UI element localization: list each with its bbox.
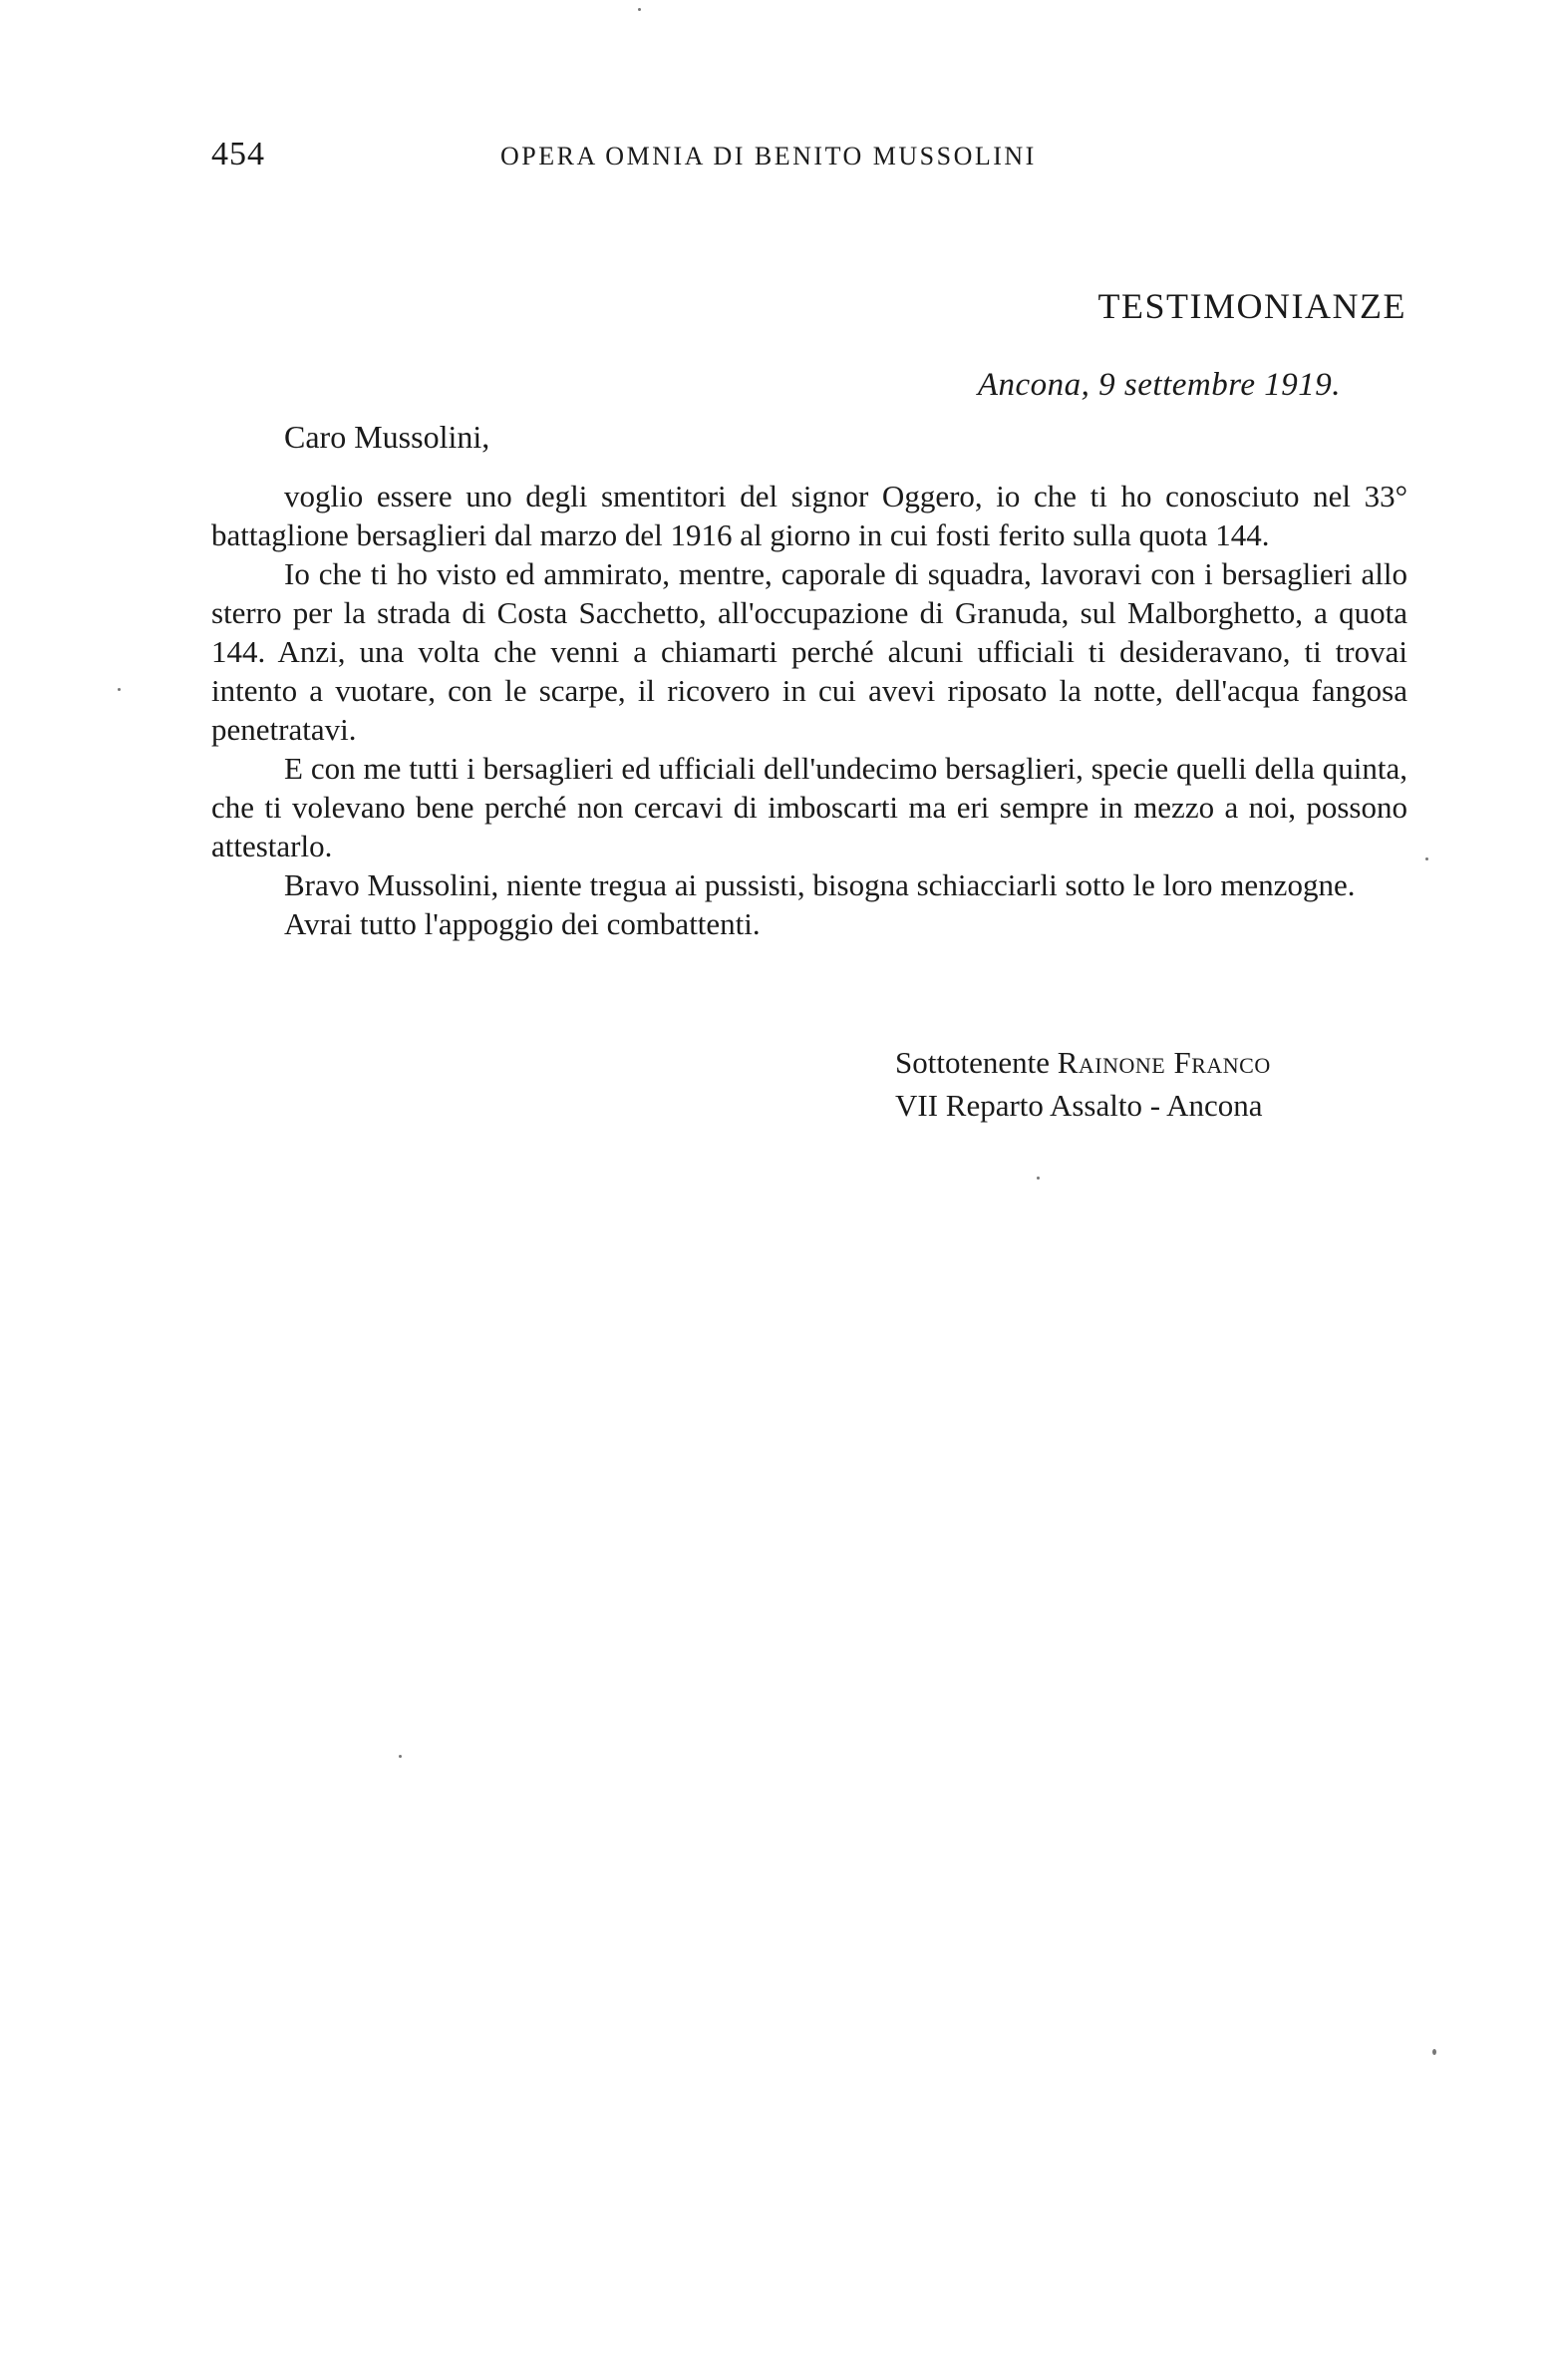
letter-salutation: Caro Mussolini, <box>284 419 490 455</box>
letter-body <box>211 477 1407 943</box>
signature-unit: VII Reparto Assalto - Ancona <box>895 1088 1263 1123</box>
signature-line <box>895 1041 1271 1084</box>
book-title: OPERA OMNIA DI BENITO MUSSOLINI <box>500 142 1037 170</box>
scan-speck <box>118 688 121 691</box>
letter-paragraph: E con me tutti i bersaglieri ed ufficiali dell'undecimo bersaglieri, specie quelli della quinta, che ti volevano bene perché non cercavi di imboscarti ma eri sempre in mezzo a noi, possono attestarlo. <box>211 751 1407 863</box>
letter-dateline: Ancona, 9 settembre 1919. <box>977 367 1341 403</box>
section-title: TESTIMONIANZE <box>1097 286 1406 326</box>
scan-speck <box>399 1755 402 1758</box>
letter-paragraph: Io che ti ho visto ed ammirato, mentre, caporale di squadra, lavoravi con i bersaglieri allo sterro per la strada di Costa Sacchetto, all'occupazione di Granuda, sul Malborghetto, a quota 144. Anzi, una volta che venni a chiamarti perché alcuni ufficiali ti desideravano, ti trovai intento a vuotare, con le scarpe, il ricovero in cui avevi riposato la notte, dell'acqua fangosa penetratavi. <box>211 556 1407 747</box>
letter-paragraph: Bravo Mussolini, niente tregua ai pussisti, bisogna schiacciarli sotto le loro menzogne. <box>284 867 1356 902</box>
page-number: 454 <box>211 136 265 172</box>
scan-speck <box>1037 1177 1040 1180</box>
letter-signature <box>895 1041 1271 1127</box>
scan-speck <box>1425 857 1428 860</box>
signature-rank: Sottotenente <box>895 1045 1050 1080</box>
scan-speck <box>1432 2049 1436 2055</box>
letter-paragraph: Avrai tutto l'appoggio dei combattenti. <box>284 906 761 941</box>
running-head <box>211 136 1407 175</box>
letter-paragraph: voglio essere uno degli smentitori del signor Oggero, io che ti ho conosciuto nel 33° battaglione bersaglieri dal marzo del 1916 al giorno in cui fosti ferito sulla quota 144. <box>211 479 1407 552</box>
signature-name: Rainone Franco <box>1057 1045 1271 1080</box>
scan-speck <box>638 8 641 11</box>
